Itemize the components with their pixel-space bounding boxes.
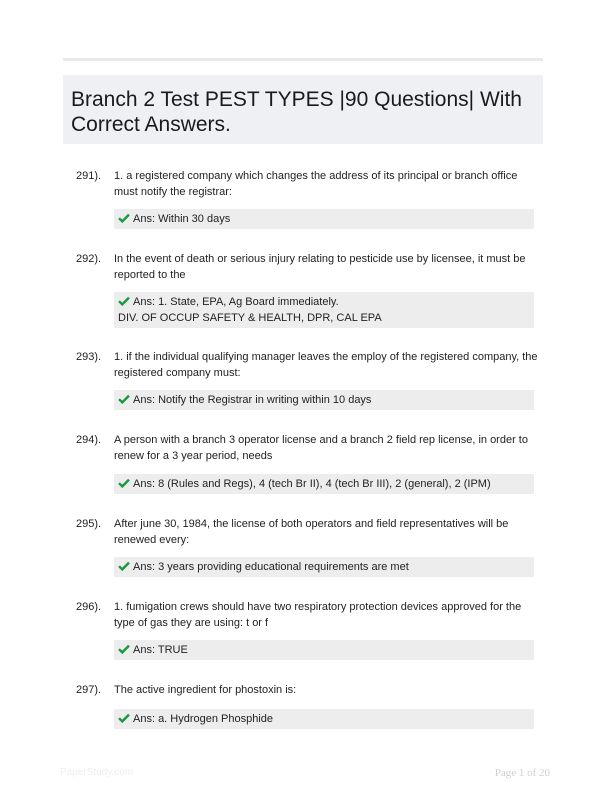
answer-text-continued: DIV. OF OCCUP SAFETY & HEALTH, DPR, CAL EPA — [118, 312, 382, 324]
question-text: 1. if the individual qualifying manager leaves the employ of the registered company, the registered company must: — [114, 351, 538, 379]
question-text: A person with a branch 3 operator license and a branch 2 field rep license, in order to renew for a 3 year period, needs — [114, 434, 528, 462]
answer-text: Ans: a. Hydrogen Phosphide — [133, 713, 274, 725]
footer-watermark: PaperStudy.com — [60, 767, 134, 778]
answer-box — [114, 474, 534, 494]
question-number: 293). — [76, 351, 102, 363]
question-number: 294). — [76, 434, 102, 446]
answer-box — [114, 557, 534, 577]
answer-text: Ans: 8 (Rules and Regs), 4 (tech Br II), 4 (tech Br III), 2 (general), 2 (IPM) — [133, 478, 491, 490]
page-title: Branch 2 Test PEST TYPES |90 Questions| With Correct Answers. — [71, 88, 522, 136]
check-icon — [118, 478, 130, 488]
answer-text: Ans: TRUE — [133, 644, 188, 656]
check-icon — [118, 213, 130, 223]
answer-text: Ans: Notify the Registrar in writing within 10 days — [133, 394, 372, 406]
question-text: After june 30, 1984, the license of both operators and field representatives will be renewed every: — [114, 518, 509, 546]
check-icon — [118, 394, 130, 404]
answer-box — [114, 209, 534, 229]
check-icon — [118, 713, 130, 723]
answer-text: Ans: 3 years providing educational requirements are met — [133, 561, 409, 573]
question-text: The active ingredient for phostoxin is: — [114, 684, 297, 696]
question-number: 292). — [76, 253, 102, 265]
answer-box — [114, 292, 534, 328]
answer-text: Ans: 1. State, EPA, Ag Board immediately. — [133, 296, 339, 308]
page-indicator: Page 1 of 20 — [494, 767, 550, 779]
check-icon — [118, 561, 130, 571]
answer-box — [114, 640, 534, 660]
top-divider — [63, 58, 543, 61]
question-number: 296). — [76, 601, 102, 613]
question-text: 1. a registered company which changes the address of its principal or branch office must notify the registrar: — [114, 170, 518, 198]
answer-text: Ans: Within 30 days — [133, 213, 231, 225]
answer-box — [114, 390, 534, 410]
question-number: 295). — [76, 518, 102, 530]
question-number: 297). — [76, 684, 102, 696]
check-icon — [118, 296, 130, 306]
question-number: 291). — [76, 170, 102, 182]
question-text: In the event of death or serious injury relating to pesticide use by licensee, it must be reported to the — [114, 253, 526, 281]
check-icon — [118, 644, 130, 654]
question-text: 1. fumigation crews should have two respiratory protection devices approved for the type of gas they are using: t or f — [114, 601, 522, 629]
answer-box — [114, 709, 534, 729]
title-banner — [63, 75, 543, 144]
